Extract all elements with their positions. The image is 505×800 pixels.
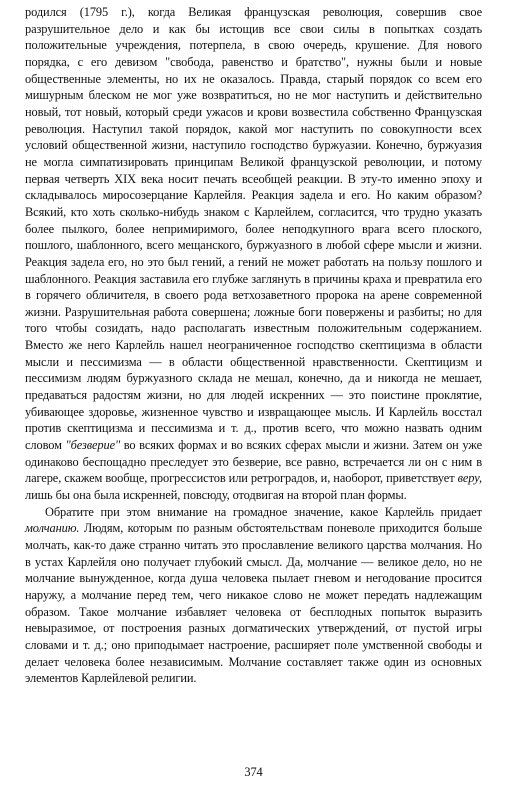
page-body-text [25,4,482,687]
book-page [25,4,482,796]
paragraph-p1 [25,4,482,504]
text-run: Обратите при этом внимание на громадное значение, какое Карлейль придает [45,504,482,519]
italic-emphasis: "безверие" [65,438,121,453]
text-run: родился (1795 г.), когда Великая французская революция, совершив свое разрушительное дело и как бы истощив все свои силы в попытках создать положительные учреждения, потерпела, в свою очередь, крушение. Для нового порядка, с его девизом "свобода, равенство и братство", нужны были и новые общественные элементы, но их не оказалось. Правда, старый порядок со всем его мишурным блеском не мог уже возвратиться, но не мог наступить и действительно новый, тот новый, который среди ужасов и крови возвестила собственно Французская революция. Наступил такой порядок, какой мог наступить по совокупности всех условий общественной жизни, наступило господство буржуазии. Конечно, буржуазия не могла симпатизировать принципам Великой французской революции, и потому первая четверть XIX века носит печать всеобщей реакции. В эту-то именно эпоху и складывалось миросозерцание Карлейля. Реакция задела и его. Но каким образом? Всякий, кто хоть сколько-нибудь знаком с Карлейлем, согласится, что трудно указать более пылкого, более непримиримого, более неподкупного врага всего плоского, пошлого, шаблонного, всего мещанского, буржуазного в любой сфере мысли и жизни. Реакция задела его, но это был гений, а гений не может работать на пользу пошлого и шаблонного. Реакция заставила его глубже заглянуть в причины краха и превратила его в горячего обличителя, в своего рода ветхозаветного пророка на арене современной жизни. Разрушительная работа совершена; ложные боги повержены и разбиты; но для того чтобы созидать, надо располагать известным положительным содержанием. Вместо же него Карлейль нашел неограниченное господство скептицизма в области мысли и пессимизма — в области общественной нравственности. Скептицизм и пессимизм людям буржуазного склада не мешал, конечно, да и никогда не мешает, предаваться радостям жизни, но для людей искренних — это поистине проклятие, убивающее здоровье, жизненное чувство и извращающее мысль. И Карлейль восстал против скептицизма и пессимизма и т. д., против всего, что можно назвать одним словом [25,5,482,453]
text-run: лишь бы она была искренней, повсюду, отодвигая на второй план формы. [25,488,407,503]
text-run: во всяких формах и во всяких сферах мысли и жизни. Затем он уже одинаково беспощадно преследует это безверие, все равно, встречается ли он с ним в лагере, скажем вообще, прогрессистов или ретроградов, и, наоборот, приветствует [25,438,482,486]
text-run: Людям, которым по разным обстоятельствам поневоле приходится больше молчать, как-то даже странно читать это прославление великого царства молчания. Но в устах Карлейля оно получает глубокий смысл. Да, молчание — великое дело, но не молчание вынужденное, когда душа человека пылает гневом и негодование просится наружу, а молчание перед тем, чего никакое слово не может передать надлежащим образом. Такое молчание избавляет человека от бесплодных попыток выразить невыразимое, от построения разных догматических утверждений, от пустой игры словами и т. д.; оно приподымает настроение, расширяет поле умственной свободы и делает человека более независимым. Молчание составляет также один из основных элементов Карлейлевой религии. [25,521,482,686]
italic-emphasis: молчанию. [25,521,80,536]
italic-emphasis: веру, [457,471,482,486]
paragraph-p2 [25,504,482,687]
page-number: 374 [244,765,263,779]
